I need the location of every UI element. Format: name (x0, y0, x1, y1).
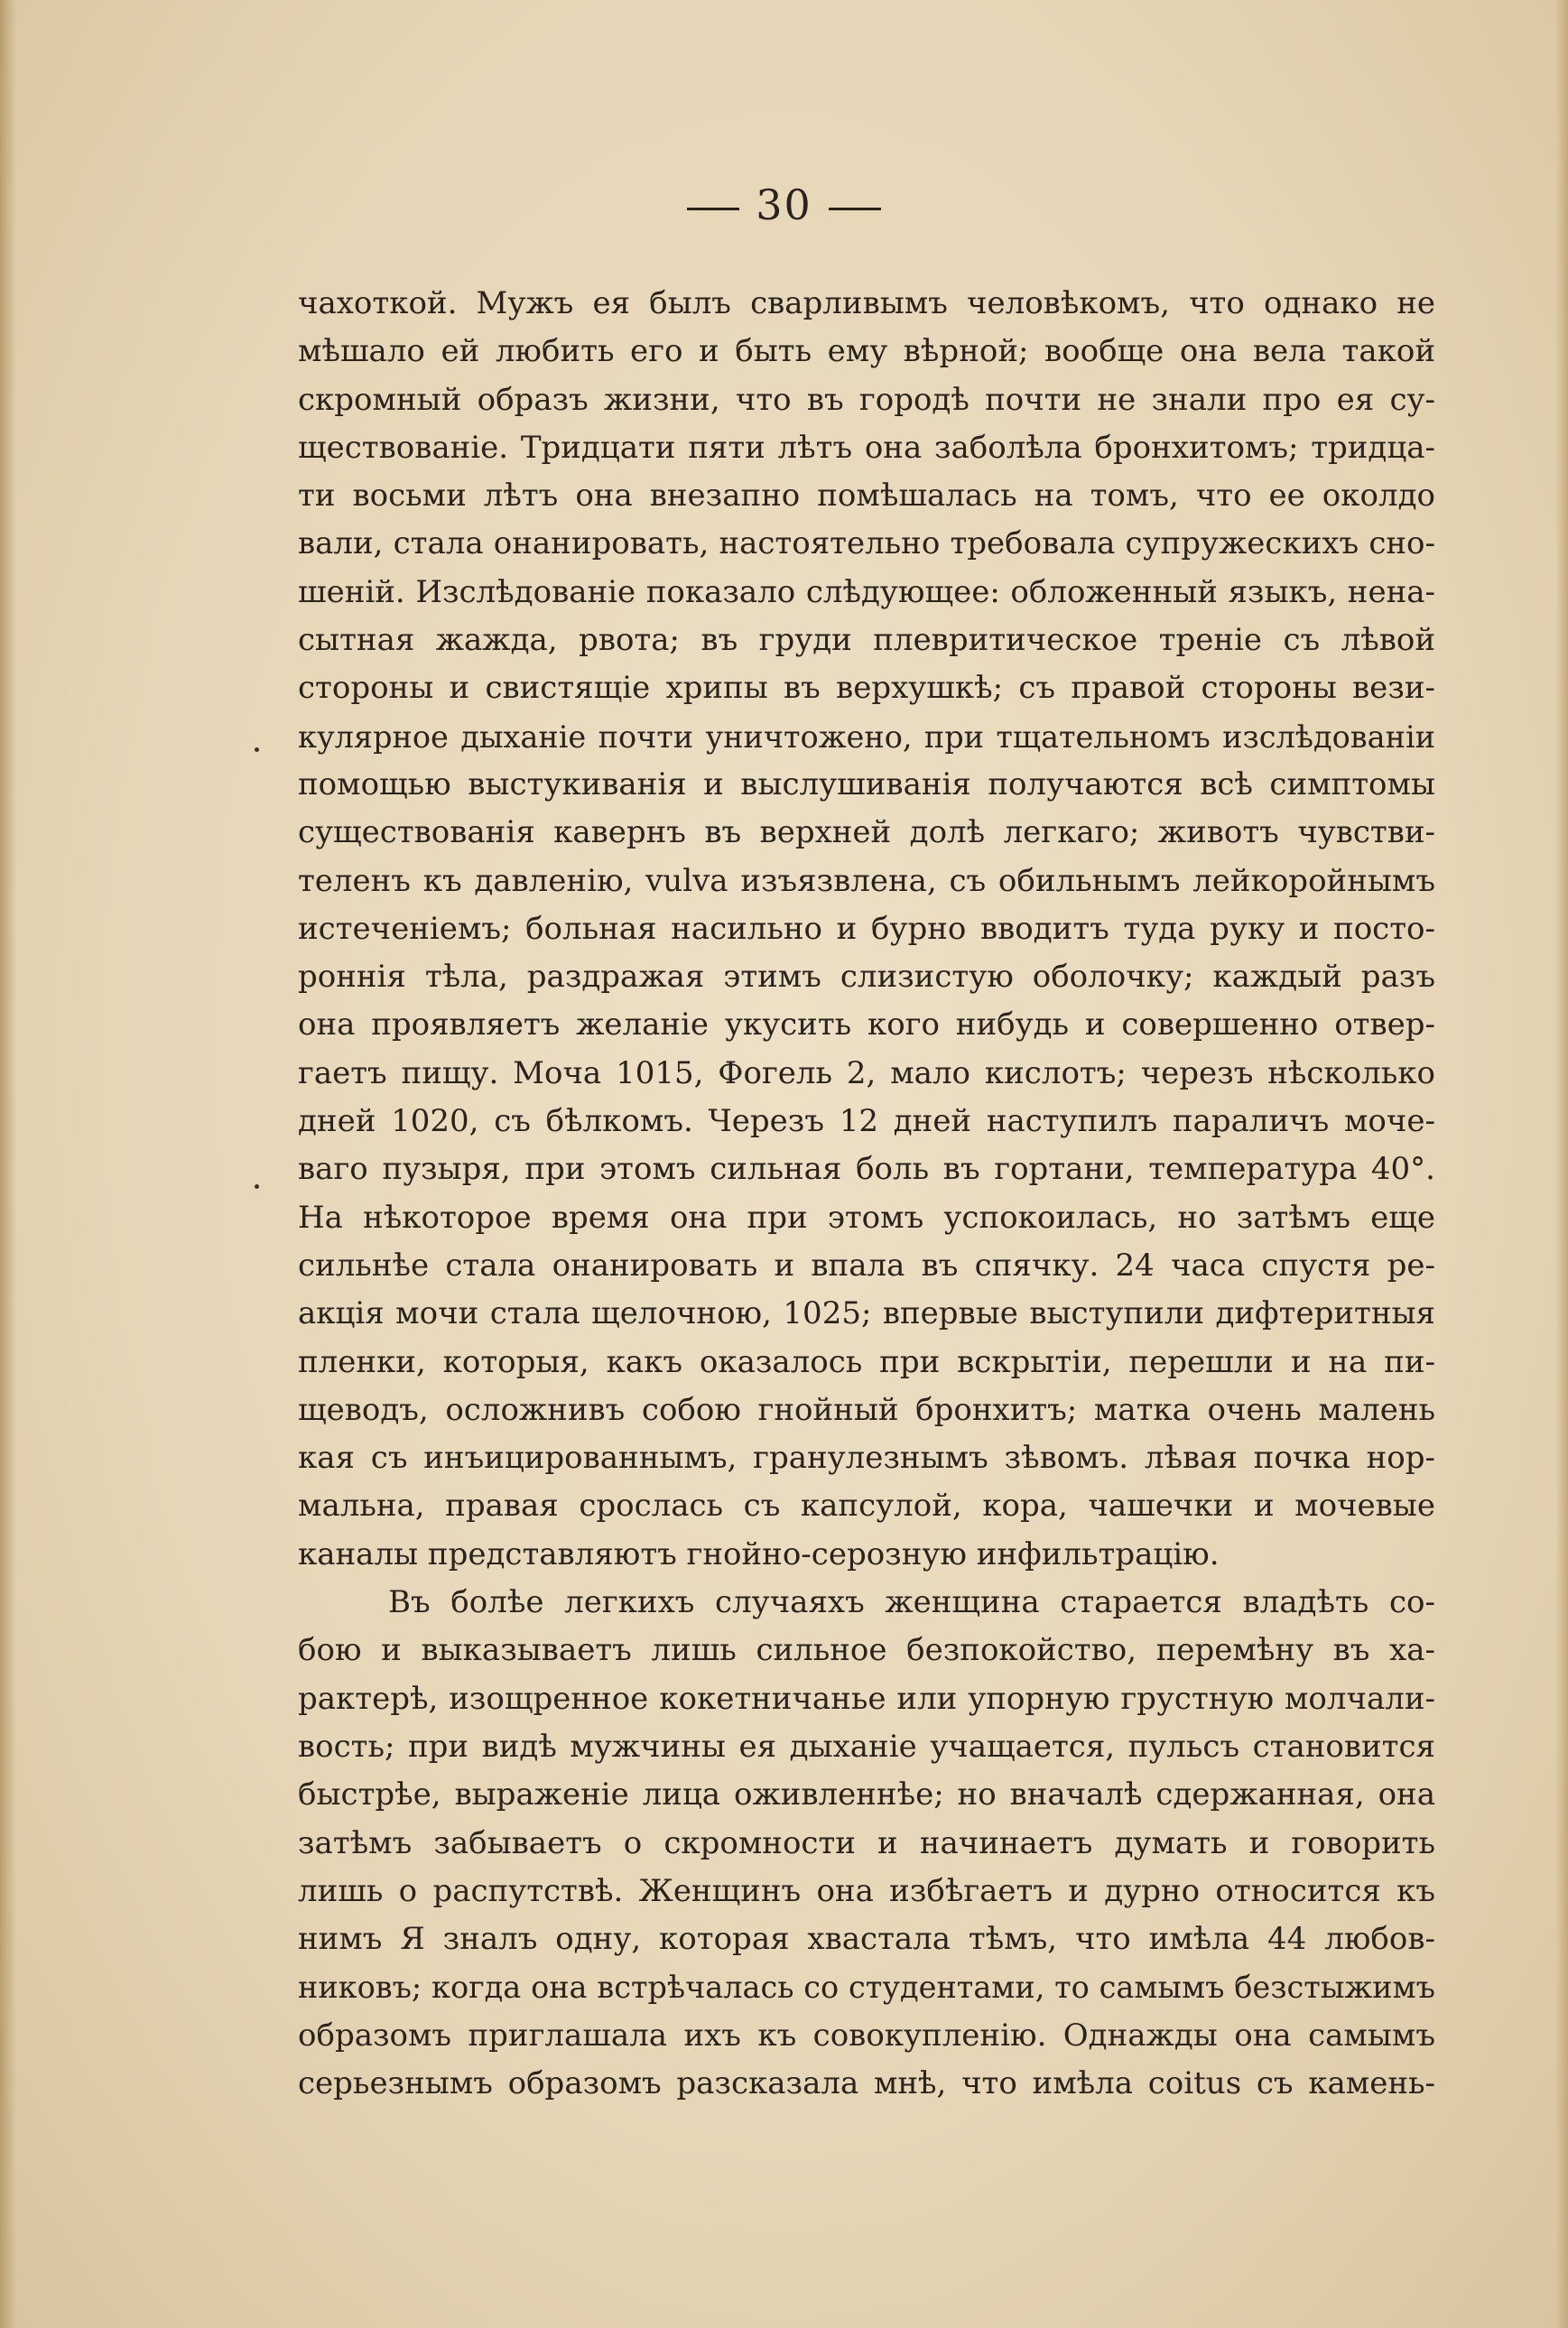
text-line: скромный образъ жизни, что въ городѣ почти не знали про ея су- (298, 381, 1435, 418)
page-number-value: 30 (756, 181, 812, 229)
text-line: акція мочи стала щелочною, 1025; впервые выступили дифтеритныя (298, 1295, 1435, 1332)
text-line: помощью выстукиванія и выслушиванія получаются всѣ симптомы (298, 765, 1435, 802)
text-line: лишь о распутствѣ. Женщинъ она избѣгаетъ и дурно относится къ (298, 1872, 1435, 1909)
page-right-edge-shadow (1555, 0, 1568, 2328)
text-line: никовъ; когда она встрѣчалась со студентами, то самымъ безстыжимъ (298, 1970, 1435, 2006)
text-line: дней 1020, съ бѣлкомъ. Черезъ 12 дней наступилъ параличъ моче- (298, 1103, 1435, 1140)
text-line: затѣмъ забываетъ о скромности и начинаетъ думать и говорить (298, 1824, 1435, 1861)
page-number-dash-left (687, 208, 739, 210)
text-line: сильнѣе стала онанировать и впала въ спячку. 24 часа спустя ре- (298, 1247, 1435, 1284)
text-line: щеводъ, осложнивъ собою гнойный бронхитъ; матка очень малень (298, 1391, 1435, 1428)
text-line: истеченіемъ; больная насильно и бурно вводитъ туда руку и посто- (298, 910, 1435, 947)
page-number (0, 181, 1568, 229)
text-line: шеній. Изслѣдованіе показало слѣдующее: обложенный языкъ, нена- (298, 573, 1435, 610)
text-line: ществованіе. Тридцати пяти лѣтъ она заболѣла бронхитомъ; тридца- (298, 429, 1435, 466)
text-line: образомъ приглашала ихъ къ совокупленію. Однажды она самымъ (298, 2017, 1435, 2054)
text-line: серьезнымъ образомъ разсказала мнѣ, что имѣла coitus съ камень- (298, 2064, 1435, 2101)
text-line: теленъ къ давленію, vulva изъязвлена, съ обильнымъ лейкоройнымъ (298, 862, 1435, 899)
text-line: вость; при видѣ мужчины ея дыханіе учащается, пульсъ становится (298, 1728, 1435, 1765)
margin-mark (255, 1184, 259, 1189)
text-line: вали, стала онанировать, настоятельно требовала супружескихъ сно- (298, 525, 1435, 562)
margin-mark (255, 747, 259, 752)
text-line: кулярное дыханіе почти уничтожено, при тщательномъ изслѣдованіи (298, 719, 1435, 755)
text-line: гаетъ пищу. Моча 1015, Фогель 2, мало кислотъ; черезъ нѣсколько (298, 1054, 1435, 1091)
text-line: мальна, правая срослась съ капсулой, кора, чашечки и мочевые (298, 1488, 1435, 1525)
text-line: чахоткой. Мужъ ея былъ сварливымъ человѣкомъ, что однако не (298, 285, 1435, 321)
text-line: стороны и свистящіе хрипы въ верхушкѣ; съ правой стороны вези- (298, 670, 1435, 707)
text-line: нимъ Я зналъ одну, которая хвастала тѣмъ, что имѣла 44 любов- (298, 1921, 1435, 1958)
text-line: сытная жажда, рвота; въ груди плевритическое треніе съ лѣвой (298, 622, 1435, 659)
body-text (298, 280, 1435, 2108)
text-line: мѣшало ей любить его и быть ему вѣрной; вообще она вела такой (298, 333, 1435, 370)
text-line: ваго пузыря, при этомъ сильная боль въ гортани, температура 40°. (298, 1151, 1435, 1188)
text-line: На нѣкоторое время она при этомъ успокоилась, но затѣмъ еще (298, 1199, 1435, 1236)
page-left-edge-shadow (0, 0, 16, 2328)
text-line: пленки, которыя, какъ оказалось при вскрытіи, перешли и на пи- (298, 1343, 1435, 1380)
text-line: бою и выказываетъ лишь сильное безпокойство, перемѣну въ ха- (298, 1632, 1435, 1669)
text-line: существованія кавернъ въ верхней долѣ легкаго; животъ чувстви- (298, 814, 1435, 851)
paragraph-end-line: каналы представляютъ гнойно-серозную инфильтрацію. (298, 1535, 1220, 1572)
text-line: быстрѣе, выраженіе лица оживленнѣе; но вначалѣ сдержанная, она (298, 1776, 1435, 1813)
paragraph-start-line: Въ болѣе легкихъ случаяхъ женщина старается владѣть со- (388, 1584, 1435, 1621)
text-line: рактерѣ, изощренное кокетничанье или упорную грустную молчали- (298, 1680, 1435, 1717)
text-line: ти восьми лѣтъ она внезапно помѣшалась на томъ, что ее околдо (298, 478, 1435, 515)
text-line: она проявляетъ желаніе укусить кого нибудь и совершенно отвер- (298, 1006, 1435, 1043)
text-line: роннія тѣла, раздражая этимъ слизистую оболочку; каждый разъ (298, 959, 1435, 996)
text-line: кая съ инъицированнымъ, гранулезнымъ зѣвомъ. лѣвая почка нор- (298, 1440, 1435, 1477)
page-number-dash-right (829, 208, 881, 210)
